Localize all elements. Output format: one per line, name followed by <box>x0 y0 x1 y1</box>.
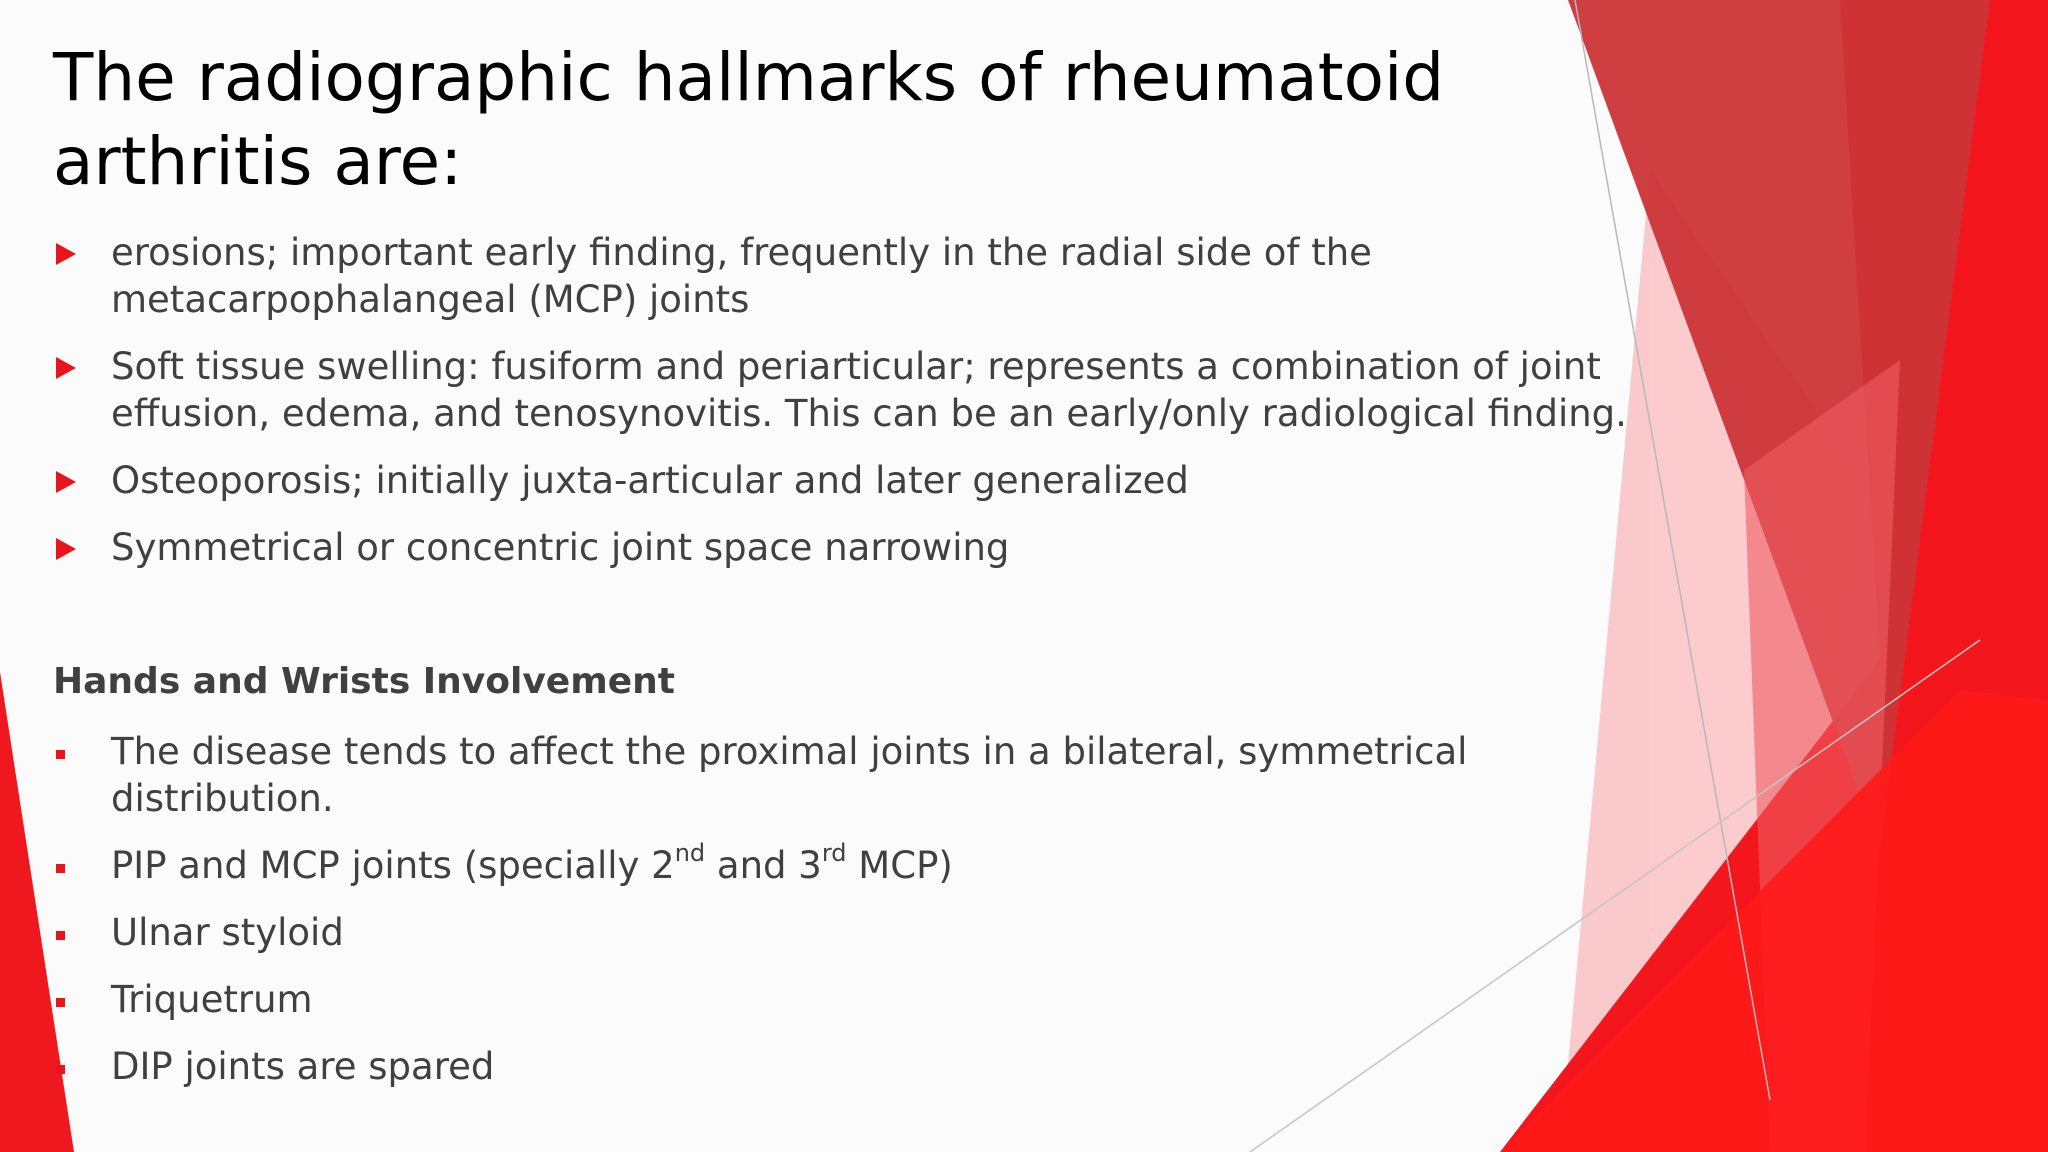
superscript: rd <box>821 838 847 867</box>
list-item <box>53 976 1693 1023</box>
square-bullet-icon <box>56 1065 65 1074</box>
involvement-text: The disease tends to affect the proximal joints in a bilateral, symmetrical distribution. <box>111 730 1468 820</box>
text-part: MCP) <box>846 844 953 887</box>
square-bullet-icon <box>56 931 65 940</box>
involvement-text: Triquetrum <box>111 978 313 1021</box>
list-item <box>53 838 1693 889</box>
list-item <box>53 1043 1693 1090</box>
triangle-bullet-icon <box>56 471 76 493</box>
slide-title: The radiographic hallmarks of rheumatoid arthritis are: <box>53 39 1445 200</box>
superscript: nd <box>674 838 706 867</box>
list-item <box>53 524 1693 571</box>
hallmark-text: Soft tissue swelling: fusiform and periarticular; represents a combination of joint effusion, edema, and tenosynovitis. This can be an early/only radiological finding. <box>111 345 1627 435</box>
involvement-text: Ulnar styloid <box>111 911 344 954</box>
list-item <box>53 909 1693 956</box>
list-item <box>53 728 1693 822</box>
involvement-text: DIP joints are spared <box>111 1045 495 1088</box>
triangle-bullet-icon <box>56 357 76 379</box>
text-part: PIP and MCP joints (specially 2 <box>111 844 675 887</box>
hallmarks-list <box>53 229 1693 591</box>
square-bullet-icon <box>56 864 65 873</box>
square-bullet-icon <box>56 750 65 759</box>
square-bullet-icon <box>56 998 65 1007</box>
triangle-bullet-icon <box>56 538 76 560</box>
hallmark-text: Osteoporosis; initially juxta-articular and later generalized <box>111 459 1189 502</box>
list-item <box>53 229 1693 323</box>
hallmark-text: Symmetrical or concentric joint space narrowing <box>111 526 1010 569</box>
text-part: and 3 <box>705 844 822 887</box>
involvement-text <box>111 838 953 887</box>
involvement-list <box>53 728 1693 1110</box>
section-subheading: Hands and Wrists Involvement <box>53 661 675 702</box>
list-item <box>53 343 1693 437</box>
hallmark-text: erosions; important early finding, frequently in the radial side of the metacarpophalangeal (MCP) joints <box>111 231 1372 321</box>
triangle-bullet-icon <box>56 243 76 265</box>
list-item <box>53 457 1693 504</box>
